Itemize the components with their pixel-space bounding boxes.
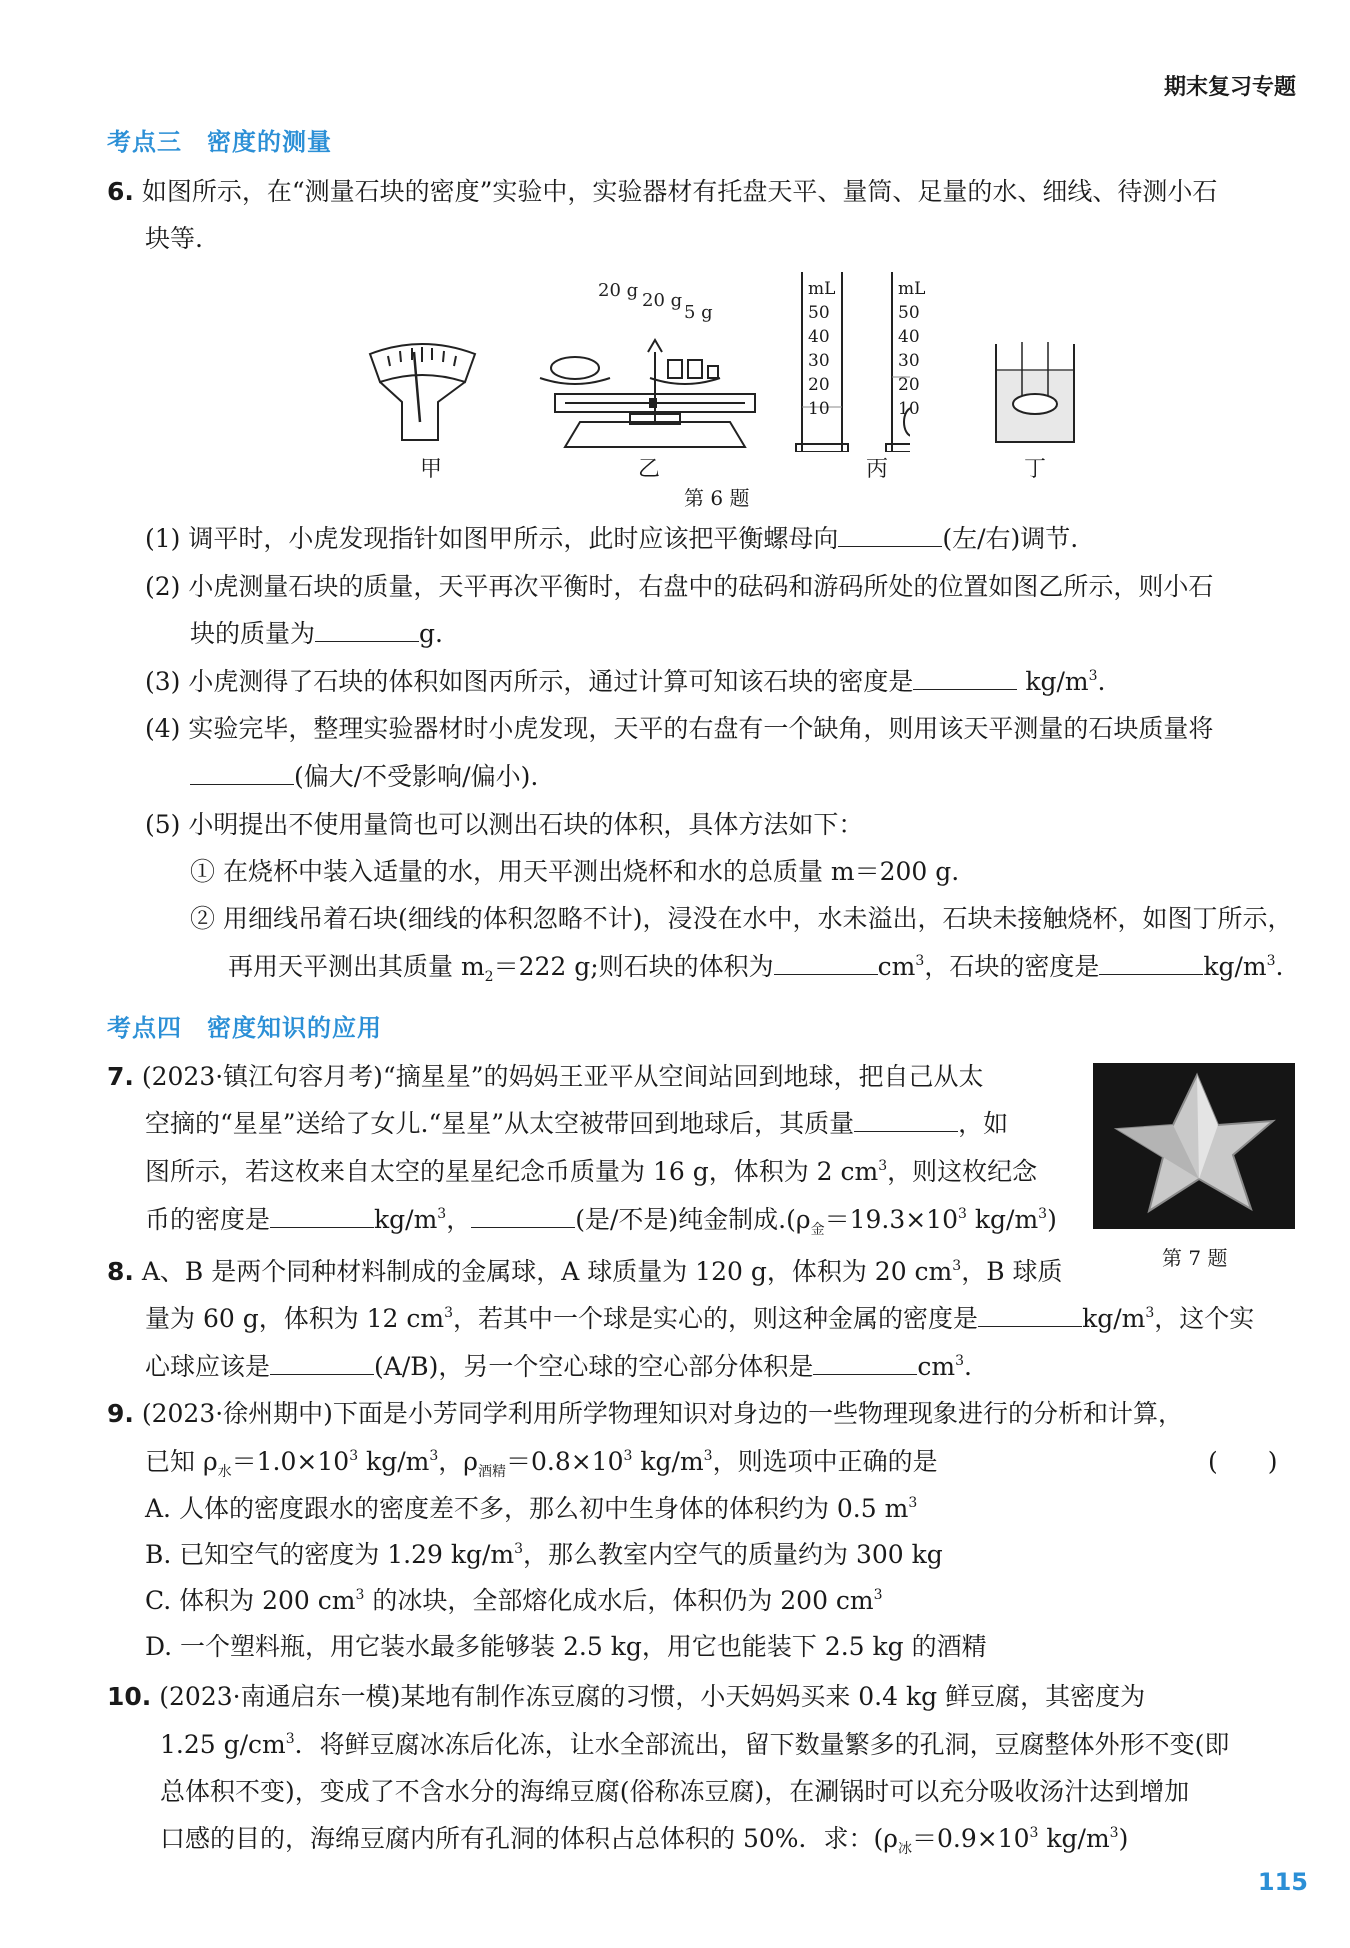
- q6-p5-m2-sub: 2: [484, 969, 494, 985]
- q6-p5-text2: ，石块的密度是: [924, 952, 1100, 981]
- q8-text3: 心球应该是: [145, 1352, 271, 1381]
- q9-text2g: ，则选项中正确的是: [712, 1447, 938, 1476]
- q7-star-coin-photo: [1093, 1063, 1295, 1229]
- q10-number: 10.: [107, 1682, 152, 1711]
- q9-option-a-text: A. 人体的密度跟水的密度差不多，那么初中生身体的体积约为 0.5 m: [145, 1494, 909, 1523]
- q9-rho-water: 已知 ρ: [145, 1447, 218, 1476]
- cyl-right-tick-50: 50: [898, 303, 920, 323]
- q8-ball-blank[interactable]: [270, 1350, 374, 1375]
- page-number: 115: [1257, 1868, 1308, 1896]
- q7-rho-value: ＝19.3×10: [824, 1205, 958, 1234]
- q7-text4: 币的密度是: [145, 1205, 271, 1234]
- q9-option-b-text2: ，那么教室内空气的质量约为 300 kg: [523, 1540, 943, 1569]
- q10-line3: 总体积不变)，变成了不含水分的海绵豆腐(俗称冻豆腐)，在涮锅时可以充分吸收汤汁达到增加: [160, 1777, 1190, 1806]
- q6-part5: (5) 小明提出不使用量筒也可以测出石块的体积，具体方法如下：: [145, 810, 864, 839]
- q7-line2: [145, 1107, 1008, 1141]
- cyl-left-tick-40: 40: [808, 327, 830, 347]
- q8-text1: A、B 是两个同种材料制成的金属球，A 球质量为 120 g，体积为 20 cm: [141, 1257, 953, 1286]
- q7-rho-sub: 金: [810, 1222, 825, 1238]
- q8-density-blank[interactable]: [978, 1302, 1082, 1327]
- q7-text3: 图所示，若这枚来自太空的星星纪念币质量为 16 g，体积为 2 cm: [145, 1157, 879, 1186]
- q10-ice-sub: 冰: [897, 1841, 912, 1857]
- q6-part4: (4) 实验完毕，整理实验器材时小虎发现，天平的右盘有一个缺角，则用该天平测量的石块质量将: [145, 714, 1214, 743]
- cyl-left-tick-20: 20: [808, 375, 830, 395]
- q6-stem-line1: [107, 175, 1217, 209]
- q6-p4-blank[interactable]: [190, 760, 294, 785]
- q9-option-d[interactable]: D. 一个塑料瓶，用它装水最多能够装 2.5 kg，用它也能装下 2.5 kg 的酒精: [145, 1632, 987, 1661]
- q9-answer-bracket[interactable]: ( ): [1208, 1447, 1278, 1476]
- fig-label-ding: 丁: [1024, 457, 1047, 482]
- q9-option-c-text: C. 体积为 200 cm: [145, 1586, 356, 1615]
- q8-text1b: ，B 球质: [961, 1257, 1063, 1286]
- q8-period: .: [964, 1352, 972, 1381]
- q9-sub-water: 水: [217, 1464, 232, 1480]
- q8-text3b: (A/B)，另一个空心球的空心部分体积是: [374, 1352, 814, 1381]
- q6-p2-blank[interactable]: [315, 617, 419, 642]
- page-header-title: 期末复习专题: [1163, 75, 1296, 100]
- q7-close: ): [1047, 1205, 1057, 1234]
- q9-option-b-sup: 3: [514, 1541, 524, 1557]
- cyl-left-tick-30: 30: [808, 351, 830, 371]
- q8-text2b: ，若其中一个球是实心的，则这种金属的密度是: [453, 1304, 979, 1333]
- q6-part5-step1: ① 在烧杯中装入适量的水，用天平测出烧杯和水的总质量 m＝200 g.: [190, 857, 960, 886]
- q9-unit1-sup: 3: [429, 1448, 439, 1464]
- q6-p3-sup: 3: [1088, 668, 1098, 684]
- q6-stem-line2: 块等.: [145, 224, 203, 253]
- q7-text1: (2023·镇江句容月考)“摘星星”的妈妈王亚平从空间站回到地球，把自己从太: [141, 1062, 984, 1091]
- q8-hollow-blank[interactable]: [813, 1350, 917, 1375]
- q9-number: 9.: [107, 1399, 134, 1428]
- q7-line1: [107, 1060, 984, 1094]
- q10-exp: 3: [1029, 1825, 1039, 1841]
- cyl-left-unit: mL: [808, 279, 836, 299]
- q10-line1: [107, 1680, 1145, 1714]
- q6-part2: (2) 小虎测量石块的质量，天平再次平衡时，右盘中的砝码和游码所处的位置如图乙所示，则小石: [145, 572, 1214, 601]
- q10-text1: (2023·南通启东一模)某地有制作冻豆腐的习惯，小天妈妈买来 0.4 kg 鲜豆腐，其密度为: [159, 1682, 1146, 1711]
- q7-sup: 3: [878, 1158, 888, 1174]
- fig-caption-q6: 第 6 题: [684, 486, 750, 510]
- q8-sup1: 3: [952, 1258, 962, 1274]
- q9-sub-alcohol: 酒精: [477, 1464, 506, 1480]
- q8-number: 8.: [107, 1257, 134, 1286]
- q9-option-c-sup1: 3: [355, 1587, 365, 1603]
- q6-p2-text: 块的质量为: [190, 619, 316, 648]
- q9-option-b[interactable]: [145, 1538, 943, 1572]
- q9-alcohol-value: ＝0.8×10: [505, 1447, 624, 1476]
- fig-caption-q7: 第 7 题: [1162, 1246, 1228, 1270]
- q6-part4-cont: [190, 760, 538, 794]
- q6-p1-blank[interactable]: [838, 522, 942, 547]
- q6-p4-tail: (偏大/不受影响/偏小).: [294, 762, 539, 791]
- q6-p5-period: .: [1275, 952, 1284, 981]
- q10-unit-sup: 3: [1109, 1825, 1119, 1841]
- q6-p2-unit: g.: [419, 619, 443, 648]
- q6-stem-text: 如图所示，在“测量石块的密度”实验中，实验器材有托盘天平、量筒、足量的水、细线、待测小石: [141, 177, 1218, 206]
- q6-part2-cont: [190, 617, 443, 651]
- q10-text2b: ．将鲜豆腐冰冻后化冻，让水全部流出，留下数量繁多的孔洞，豆腐整体外形不变(即: [294, 1730, 1230, 1759]
- weight-label-1: 20 g: [598, 280, 639, 301]
- fig-label-bing: 丙: [866, 457, 889, 482]
- q6-part1: [145, 522, 1078, 556]
- q7-line3: [145, 1155, 1037, 1189]
- q9-line1: [107, 1397, 1183, 1431]
- q8-sup2: 3: [444, 1305, 454, 1321]
- q7-line4: [145, 1203, 1057, 1237]
- q6-number: 6.: [107, 177, 134, 206]
- q9-option-b-text: B. 已知空气的密度为 1.29 kg/m: [145, 1540, 515, 1569]
- q10-text2: 1.25 g/cm: [160, 1730, 286, 1759]
- q9-exp1: 3: [349, 1448, 359, 1464]
- q8-line1: [107, 1255, 1063, 1289]
- q7-text4b: (是/不是)纯金制成.(ρ: [575, 1205, 811, 1234]
- cyl-left-tick-50: 50: [808, 303, 830, 323]
- q9-unit2: kg/m: [632, 1447, 704, 1476]
- q6-p3-period: .: [1097, 667, 1106, 696]
- q6-p3-text: (3) 小虎测得了石块的体积如图丙所示，通过计算可知该石块的密度是: [145, 667, 914, 696]
- q8-text2d: ，这个实: [1154, 1304, 1255, 1333]
- q6-part5-step2-cont: [228, 950, 1283, 984]
- q7-mass-blank[interactable]: [854, 1107, 958, 1132]
- q8-text2: 量为 60 g，体积为 12 cm: [145, 1304, 445, 1333]
- q7-rho-unit-sup: 3: [1038, 1206, 1048, 1222]
- cyl-right-tick-20: 20: [898, 375, 920, 395]
- q9-line2: [145, 1445, 938, 1479]
- q8-line2: [145, 1302, 1254, 1336]
- q10-line2: [160, 1728, 1229, 1762]
- q8-unit: kg/m: [1082, 1304, 1146, 1333]
- section-title-density-application: 考点四 密度知识的应用: [107, 1014, 382, 1042]
- q7-density-blank[interactable]: [270, 1203, 374, 1228]
- q6-p5-sup1: 3: [915, 953, 925, 969]
- q8-line3: [145, 1350, 972, 1384]
- cyl-right-tick-40: 40: [898, 327, 920, 347]
- q6-part5-step2: ② 用细线吊着石块(细线的体积忽略不计)，浸没在水中，水未溢出，石块未接触烧杯，如图丁所示，: [190, 904, 1293, 933]
- cyl-right-tick-10: 10: [898, 399, 920, 419]
- figure-yi-balance: [540, 340, 755, 447]
- q7-number: 7.: [107, 1062, 134, 1091]
- q10-unit: kg/m: [1038, 1824, 1110, 1853]
- figure-ding-beaker: [990, 342, 1080, 447]
- q6-part3: [145, 665, 1105, 699]
- q6-p5-m2: 再用天平测出其质量 m: [228, 952, 485, 981]
- q7-unit: kg/m: [374, 1205, 438, 1234]
- q10-sup: 3: [285, 1731, 295, 1747]
- q6-p5-text: ＝222 g;则石块的体积为: [493, 952, 774, 981]
- q7-comma: ，: [446, 1205, 472, 1234]
- q8-cm-sup: 3: [955, 1353, 965, 1369]
- q6-p1-tail: (左/右)调节.: [942, 524, 1079, 553]
- fig-label-jia: 甲: [420, 457, 443, 482]
- cyl-left-tick-10: 10: [808, 399, 830, 419]
- cylinder-right-scale: [898, 277, 925, 421]
- q9-unit2-sup: 3: [703, 1448, 713, 1464]
- q6-p3-blank[interactable]: [913, 665, 1017, 690]
- q7-gold-blank[interactable]: [471, 1203, 575, 1228]
- cyl-right-tick-30: 30: [898, 351, 920, 371]
- cyl-right-unit: mL: [898, 279, 926, 299]
- q6-p3-unit: kg/m: [1025, 667, 1089, 696]
- q10-close: ): [1118, 1824, 1129, 1853]
- q6-p5-density-blank[interactable]: [1099, 950, 1203, 975]
- fig-label-yi: 乙: [638, 457, 661, 482]
- q9-water-value: ＝1.0×10: [231, 1447, 350, 1476]
- q10-text4: 口感的目的，海绵豆腐内所有孔洞的体积占总体积的 50%．求：(ρ: [160, 1824, 898, 1853]
- q9-exp2: 3: [623, 1448, 633, 1464]
- q7-unit-sup: 3: [437, 1206, 447, 1222]
- q9-rho-alcohol: ，ρ: [438, 1447, 478, 1476]
- q8-cm: cm: [917, 1352, 956, 1381]
- q9-option-c-text2: 的冰块，全部熔化成水后，体积仍为 200 cm: [364, 1586, 874, 1615]
- section-title-density-measurement: 考点三 密度的测量: [107, 128, 332, 156]
- q7-text2b: ，如: [958, 1109, 1009, 1138]
- q9-option-a[interactable]: [145, 1492, 917, 1526]
- q6-p5-sup2: 3: [1266, 953, 1276, 969]
- q7-rho-unit: kg/m: [966, 1205, 1039, 1234]
- q9-option-a-sup: 3: [908, 1495, 918, 1511]
- figure-jia-pointer-scale: [370, 344, 475, 440]
- q6-p5-volume-blank[interactable]: [774, 950, 878, 975]
- q9-option-c-sup2: 3: [873, 1587, 883, 1603]
- q6-p5-kgm: kg/m: [1203, 952, 1267, 981]
- weight-label-2: 20 g: [642, 290, 683, 311]
- q9-unit1: kg/m: [358, 1447, 430, 1476]
- q10-ice-value: ＝0.9×10: [911, 1824, 1030, 1853]
- q6-p5-cm: cm: [877, 952, 916, 981]
- q8-unit-sup: 3: [1145, 1305, 1155, 1321]
- q9-option-c[interactable]: [145, 1584, 883, 1618]
- cylinder-left-scale: [808, 277, 835, 421]
- q7-text3b: ，则这枚纪念: [887, 1157, 1038, 1186]
- q7-exp: 3: [958, 1206, 967, 1222]
- q9-text1: (2023·徐州期中)下面是小芳同学利用所学物理知识对身边的一些物理现象进行的分析和计算，: [141, 1399, 1183, 1428]
- q10-line4: [160, 1822, 1128, 1856]
- q6-p1-text: (1) 调平时，小虎发现指针如图甲所示，此时应该把平衡螺母向: [145, 524, 839, 553]
- q7-text2: 空摘的“星星”送给了女儿.“星星”从太空被带回到地球后，其质量: [145, 1109, 855, 1138]
- weight-label-3: 5 g: [684, 302, 713, 323]
